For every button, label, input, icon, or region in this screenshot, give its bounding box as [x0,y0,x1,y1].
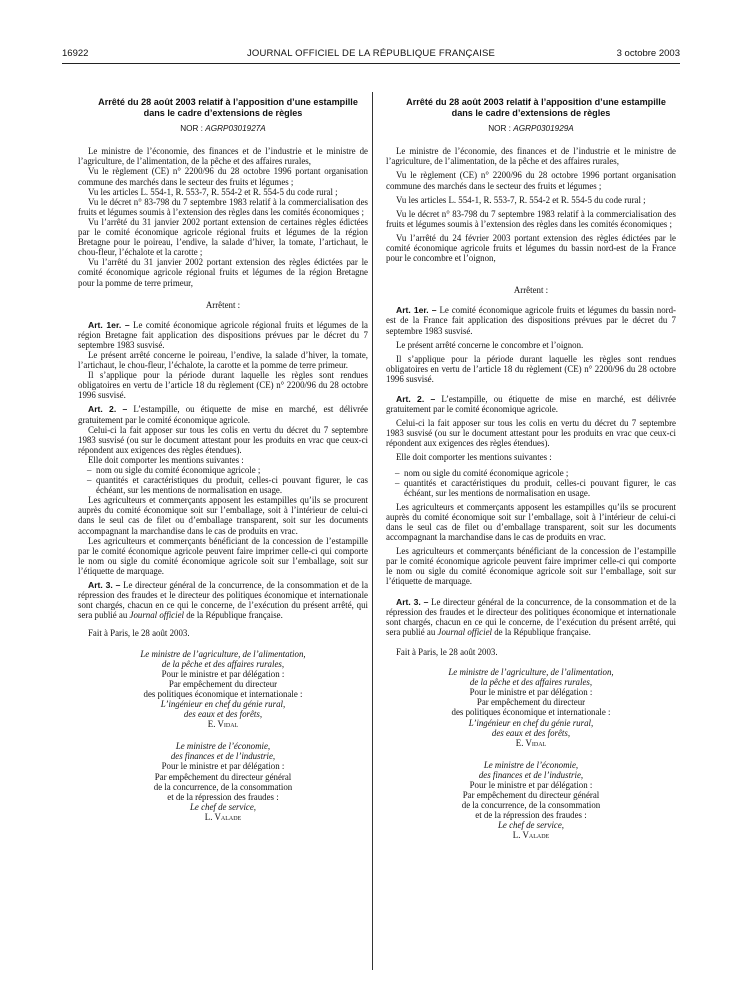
article-paragraph: Celui-ci la fait apposer sur tous les colis en vertu du décret du 7 septembre 1983 susvisé (ou sur le document attestant pour les produits en vrac que ceux-ci répondent aux exigences des règles étendues). [386,418,676,449]
signature-block-economie [78,741,368,822]
signatory-title: des eaux et des forêts, [491,727,571,738]
nor-code: AGRP0301927A [205,124,266,134]
signature-date: Fait à Paris, le 28 août 2003. [88,628,190,639]
article-1 [386,305,676,335]
signatory-title: de la pêche et des affaires rurales, [161,658,285,669]
article-paragraph: Le présent arrêté concerne le concombre et l’oignon. [396,339,584,350]
article-text: L’estampille, ou étiquette de mise en marché, est délivrée gratuitement par le comité économique agricole. [78,404,369,425]
delegation-line: Par empêchement du directeur général [154,771,292,782]
mentions-list [386,468,676,498]
article-3 [386,597,676,637]
nor-reference [386,124,676,134]
signature-block-agriculture [386,667,676,748]
list-item: – quantités et caractéristiques du produit, celles-ci pouvant figurer, le cas échéant, sur les mentions de normalisation en usage. [96,475,368,495]
visa-paragraph: Vu le règlement (CE) n° 2200/96 du 28 octobre 1996 portant organisation commune des marchés dans le secteur des fruits et légumes ; [386,170,676,191]
article-paragraph: Les agriculteurs et commerçants apposent les estampilles qu’ils se procurent auprès du comité économique soit sur l’emballage, soit à l’intérieur de celui-ci dans le seul cas de filet ou d’emballage transparent, soit sur les documents accompagnant la marchandise dans le cas de produits en vrac. [386,501,676,543]
article-paragraph: Celui-ci la fait apposer sur tous les colis en vertu du décret du 7 septembre 1983 susvisé (ou sur le document attestant pour les produits en vrac que ceux-ci répondent aux exigences des règles étendues). [78,424,368,455]
article-2 [386,394,676,414]
visa-paragraph: Vu le décret n° 83-798 du 7 septembre 1983 relatif à la commercialisation des fruits et légumes soumis à l’extension des règles dans les comités économiques ; [386,208,676,229]
article-text: Le comité économique agricole régional fruits et légumes de la région Bretagne fait application des dispositions prévues par le décret du 7 septembre 1983 susvisé. [78,319,368,350]
signatory-title: Le ministre de l’agriculture, de l’alimentation, [448,667,614,678]
article-paragraph: Elle doit comporter les mentions suivantes : [88,454,244,465]
article-paragraph: Les agriculteurs et commerçants bénéficiant de la concession de l’estampille par le comité économique agricole peuvent faire imprimer celle-ci qui comporte le nom ou sigle du comité économique agricole soit sur l’emballage, soit sur l’étiquette de marquage. [386,546,676,587]
mentions-list [78,465,368,495]
decree-title: Arrêté du 28 août 2003 relatif à l’apposition d’une estampille dans le cadre d’extensions de règles [406,97,666,118]
delegation-line: de la concurrence, de la consommation [461,800,601,811]
signature-block-agriculture [78,649,368,730]
delegation-line: Par empêchement du directeur [476,697,586,708]
nor-label: NOR : [488,124,511,134]
article-text-end: de la République française. [186,610,283,621]
delegation-line: Pour le ministre et par délégation : [161,761,285,772]
right-column [386,97,676,841]
delegation-line: Pour le ministre et par délégation : [469,687,593,698]
arretent-heading: Arrêtent : [513,285,549,296]
delegation-line: des politiques économique et internationale : [451,707,611,718]
decree-title: Arrêté du 28 août 2003 relatif à l’apposition d’une estampille dans le cadre d’extensions de règles [98,97,358,118]
visa-paragraph: Vu l’arrêté du 24 février 2003 portant extension des règles édictées par le comité économique agricole fruits et légumes du bassin nord-est de la France pour le concombre et l’oignon, [386,232,676,264]
article-3 [78,580,368,620]
page-header [62,46,680,62]
delegation-line: Pour le ministre et par délégation : [161,668,285,679]
signatory-title: des eaux et des forêts, [183,709,263,720]
visa-paragraph: Vu l’arrêté du 31 janvier 2002 portant extension des règles édictées par le comité économique agricole régional fruits et légumes de la région Bretagne pour la pomme de terre primeur, [78,257,368,288]
arretent-heading: Arrêtent : [205,299,241,310]
article-text: Le directeur général de la concurrence, de la consommation et de la répression des fraudes et le directeur des politiques économique et internationale sont chargés, chacun en ce qui le concerne, de l’exécution du présent arrêté, qui sera publié au [386,596,677,637]
signatory-title: des finances et de l’industrie, [170,751,276,762]
delegation-line: et de la répression des fraudes : [167,791,279,802]
visa-paragraph: Le ministre de l’économie, des finances et de l’industrie et le ministre de l’agriculture, de l’alimentation, de la pêche et des affaires rurales, [78,146,368,167]
list-item: – quantités et caractéristiques du produit, celles-ci pouvant figurer, le cas échéant, sur les mentions de normalisation en usage. [404,478,676,498]
article-paragraph: Il s’applique pour la période durant laquelle les règles sont rendues obligatoires en vertu de l’article 18 du règlement (CE) n° 2200/96 du 28 octobre 1996 susvisé. [386,353,676,384]
delegation-line: et de la répression des fraudes : [475,810,587,821]
delegation-line: des politiques économique et internationale : [143,688,303,699]
visa-paragraph: Vu l’arrêté du 31 janvier 2002 portant extension de certaines règles édictées par le comité économique agricole régional fruits et légumes de la région Bretagne pour le poireau, l’endive, la salade d’hiver, la tomate, l’artichaut, le chou-fleur, l’échalote et la carotte ; [78,216,368,258]
article-label: Art. 3. – [88,580,121,591]
signatory-name: L. Valade [204,811,242,822]
delegation-line: de la concurrence, de la consommation [153,781,293,792]
signatory-title: Le chef de service, [189,801,257,812]
signature-block-economie [386,760,676,841]
signatory-title: L’ingénieur en chef du génie rural, [160,698,286,709]
issue-date: 3 octobre 2003 [616,48,680,59]
article-paragraph: Il s’applique pour la période durant laquelle les règles sont rendues obligatoires en vertu de l’article 18 du règlement (CE) n° 2200/96 du 28 octobre 1996 susvisé. [78,370,368,401]
article-label: Art. 1er. – [396,305,437,316]
article-label: Art. 3. – [396,596,429,607]
visa-paragraph: Vu le décret n° 83-798 du 7 septembre 1983 relatif à la commercialisation des fruits et légumes soumis à l’extension des règles dans les comités économiques ; [78,196,368,217]
signatory-name: E. Vidal [515,737,547,748]
nor-label: NOR : [180,124,203,134]
column-divider [372,92,373,970]
signatory-name: L. Valade [512,830,550,841]
signatory-title: Le ministre de l’économie, [483,759,579,770]
delegation-line: Pour le ministre et par délégation : [469,779,593,790]
article-paragraph: Elle doit comporter les mentions suivantes : [396,452,552,463]
journal-title: JOURNAL OFFICIEL DE LA RÉPUBLIQUE FRANÇAISE [246,48,496,59]
article-paragraph: Les agriculteurs et commerçants bénéficiant de la concession de l’estampille par le comité économique agricole peuvent faire imprimer celle-ci qui comporte le nom ou sigle du comité économique agricole soit sur l’emballage, soit sur l’étiquette de marquage. [78,535,368,576]
signatory-title: Le ministre de l’économie, [175,741,271,752]
article-label: Art. 1er. – [88,319,130,330]
header-rule [62,63,680,64]
visa-paragraph: Vu les articles L. 554-1, R. 553-7, R. 554-2 et R. 554-5 du code rural ; [396,194,646,205]
nor-reference [78,124,368,134]
article-2 [78,404,368,424]
article-paragraph: Le présent arrêté concerne le poireau, l’endive, la salade d’hiver, la tomate, l’artichaut, le chou-fleur, l’échalote, la carotte et la pomme de terre primeur. [78,349,368,371]
article-1 [78,320,368,350]
visa-paragraph: Le ministre de l’économie, des finances et de l’industrie et le ministre de l’agriculture, de l’alimentation, de la pêche et des affaires rurales, [386,146,676,167]
delegation-line: Par empêchement du directeur général [462,790,600,801]
left-column [78,97,368,822]
signatory-title: L’ingénieur en chef du génie rural, [468,717,594,728]
article-text: L’estampille, ou étiquette de mise en marché, est délivrée gratuitement par le comité économique agricole. [386,393,677,415]
journal-officiel-ref: Journal officiel [437,626,492,637]
signatory-title: Le chef de service, [497,820,565,831]
article-text-end: de la République française. [494,626,591,637]
signatory-title: Le ministre de l’agriculture, de l’alimentation, [140,648,306,659]
signatory-title: de la pêche et des affaires rurales, [469,677,593,688]
article-text: Le comité économique agricole fruits et légumes du bassin nord-est de la France fait application des dispositions prévues par le décret du 7 septembre 1983 susvisé. [386,305,677,336]
signatory-name: E. Vidal [207,719,239,730]
list-item: – nom ou sigle du comité économique agricole ; [96,465,368,475]
page-number: 16922 [62,48,89,59]
article-text: Le directeur général de la concurrence, de la consommation et de la répression des fraudes et le directeur des politiques économique et internationale sont chargés, chacun en ce qui le concerne, de l’exécution du présent arrêté, qui sera publié au [78,580,369,621]
delegation-line: Par empêchement du directeur [168,678,278,689]
article-label: Art. 2. – [396,393,436,404]
signatory-title: des finances et de l’industrie, [478,769,584,780]
nor-code: AGRP0301929A [513,124,574,134]
visa-paragraph: Vu le règlement (CE) n° 2200/96 du 28 octobre 1996 portant organisation commune des marchés dans le secteur des fruits et légumes ; [78,166,368,187]
visa-paragraph: Vu les articles L. 554-1, R. 553-7, R. 554-2 et R. 554-5 du code rural ; [88,186,338,197]
journal-officiel-ref: Journal officiel [129,610,184,621]
signature-date: Fait à Paris, le 28 août 2003. [396,646,498,657]
article-paragraph: Les agriculteurs et commerçants apposent les estampilles qu’ils se procurent auprès du comité économique soit sur l’emballage, soit à l’intérieur de celui-ci dans le seul cas de filet ou d’emballage transparent, soit sur les documents accompagnant la marchandise dans le cas de produits en vrac. [78,495,368,536]
article-label: Art. 2. – [88,404,128,415]
list-item: – nom ou sigle du comité économique agricole ; [404,468,676,478]
